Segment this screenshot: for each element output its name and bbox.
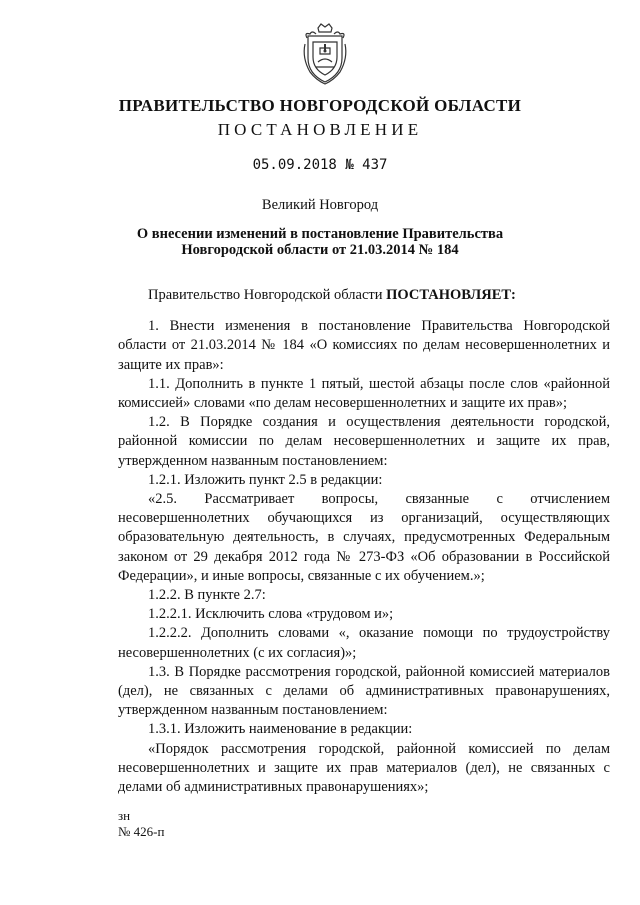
subject-line-2: Новгородской области от 21.03.2014 № 184 — [181, 242, 459, 258]
paragraph-1-2: 1.2. В Порядке создания и осуществления деятельности городской, районной комиссии по делам несовершеннолетних и защите их прав, утвержденном названным постановлением: — [118, 414, 610, 469]
coat-of-arms-emblem — [300, 22, 350, 86]
paragraph-1-2-2-2: 1.2.2.2. Дополнить словами «, оказание помощи по трудоустройству несовершеннолетних (с их согласия)»; — [118, 625, 610, 661]
document-body — [118, 286, 610, 797]
subject-heading — [0, 226, 640, 258]
subject-line-1: О внесении изменений в постановление Правительства — [136, 226, 504, 242]
paragraph-2-5-text: «2.5. Рассматривает вопросы, связанные с отчислением несовершеннолетних обучающихся из организаций, осуществляющих образовательную деятельность, в случаях, предусмотренных Федеральным законом от 29 декабря 2012 года № 273-ФЗ «Об образовании в Российской Федерации», и иные вопросы, связанные с их обучением.»; — [118, 491, 610, 584]
paragraph-1-2-1: 1.2.1. Изложить пункт 2.5 в редакции: — [148, 471, 383, 488]
date-and-number: 05.09.2018 № 437 — [252, 157, 388, 173]
preamble-text: Правительство Новгородской области — [148, 287, 383, 303]
paragraph-1-3-1: 1.3.1. Изложить наименование в редакции: — [148, 721, 413, 738]
government-title: ПРАВИТЕЛЬСТВО НОВГОРОДСКОЙ ОБЛАСТИ — [118, 96, 522, 115]
paragraph-1-2-2: 1.2.2. В пункте 2.7: — [148, 587, 266, 604]
paragraph-1-3: 1.3. В Порядке рассмотрения городской, районной комиссией материалов (дел), не связанных с делами об административных правонарушениях, утвержденном названным постановлением: — [118, 663, 610, 719]
paragraph-1-2-2-1: 1.2.2.1. Исключить слова «трудовом и»; — [148, 606, 394, 623]
resolution-preamble — [118, 286, 610, 305]
internal-number: № 426-п — [118, 824, 165, 839]
preamble-keyword: ПОСТАНОВЛЯЕТ: — [386, 287, 516, 303]
executor-initials: зн — [118, 808, 131, 823]
city-name: Великий Новгород — [261, 197, 379, 213]
footer-marks — [118, 808, 164, 840]
document-kind: ПОСТАНОВЛЕНИЕ — [217, 120, 423, 139]
paragraph-1: 1. Внести изменения в постановление Правительства Новгородской области от 21.03.2014 № 184 «О комиссиях по делам несовершеннолетних и защите их прав»: — [118, 318, 610, 373]
paragraph-title-text: «Порядок рассмотрения городской, районной комиссией по делам несовершеннолетних и защите их прав материалов (дел), не связанных с делами об административных правонарушениях»; — [118, 740, 610, 796]
paragraph-1-1: 1.1. Дополнить в пункте 1 пятый, шестой абзацы после слов «районной комиссией» словами «по делам несовершеннолетних и защите их прав»; — [118, 375, 610, 412]
